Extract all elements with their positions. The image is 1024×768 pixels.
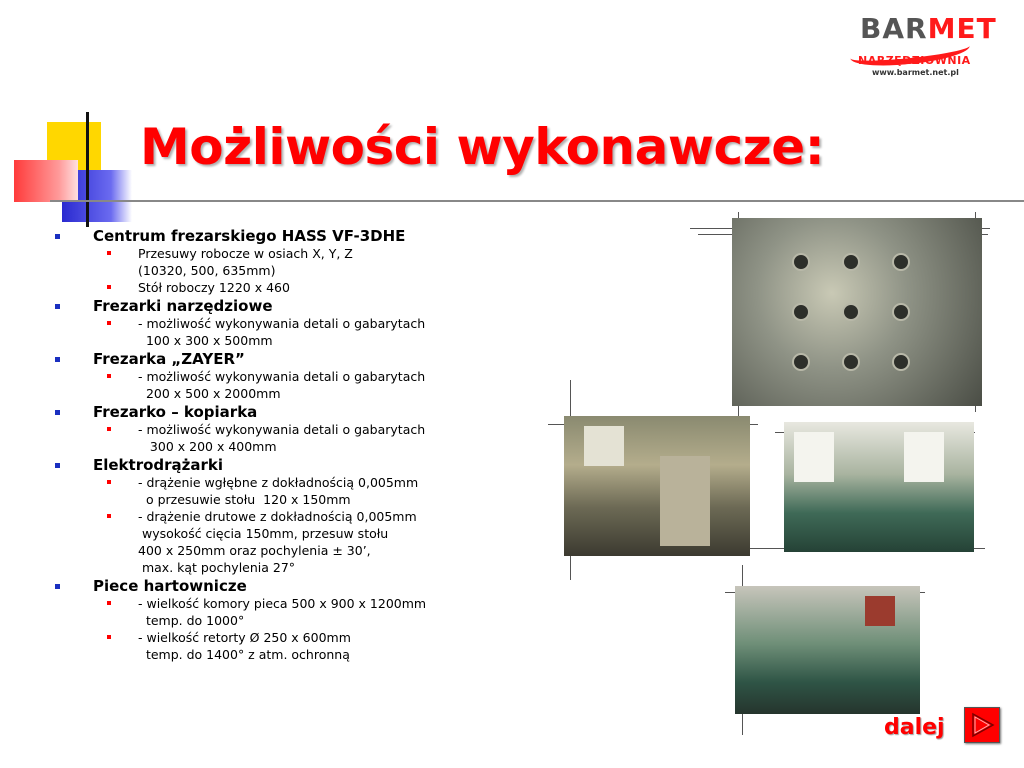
capabilities-list [55, 226, 455, 663]
section-item [55, 474, 455, 508]
section-heading: Piece hartownicze [55, 577, 455, 595]
item-line: 100 x 300 x 500mm [138, 333, 273, 348]
item-line: o przesuwie stołu 120 x 150mm [138, 492, 351, 507]
barmet-logo [850, 10, 1010, 86]
title-underline [50, 200, 1024, 202]
section-heading: Frezarki narzędziowe [55, 297, 455, 315]
red-bullet [107, 635, 111, 639]
item-line: - drążenie drutowe z dokładnością 0,005mm [138, 509, 417, 524]
next-link[interactable]: dalej [884, 715, 945, 740]
item-line: (10320, 500, 635mm) [138, 263, 276, 278]
item-line: - możliwość wykonywania detali o gabarytach [138, 422, 426, 437]
section-item [55, 245, 455, 279]
section-item [55, 279, 455, 296]
red-bullet [107, 251, 111, 255]
decor-red-square [14, 160, 78, 202]
workshop-photo-3 [735, 586, 920, 714]
logo-brand: BARMET [860, 12, 997, 45]
red-bullet [107, 374, 111, 378]
mold-plate-photo [732, 218, 982, 406]
red-bullet [107, 601, 111, 605]
workshop-photo-2 [784, 422, 974, 552]
item-line: - drążenie wgłębne z dokładnością 0,005mm [138, 475, 419, 490]
item-line: 200 x 500 x 2000mm [138, 386, 281, 401]
section-item [55, 421, 455, 455]
section-item [55, 508, 455, 576]
item-line: - wielkość komory pieca 500 x 900 x 1200mm [138, 596, 427, 611]
section-heading: Elektrodrążarki [55, 456, 455, 474]
next-arrow-button[interactable] [964, 707, 1000, 743]
section-item [55, 315, 455, 349]
slide-title: Możliwości wykonawcze: [140, 118, 825, 176]
play-arrow-icon [965, 708, 999, 742]
logo-url: www.barmet.net.pl [872, 68, 959, 77]
decor-vertical-line [86, 112, 89, 227]
red-bullet [107, 321, 111, 325]
item-line: temp. do 1400° z atm. ochronną [138, 647, 350, 662]
item-line: wysokość cięcia 150mm, przesuw stołu [138, 526, 389, 541]
item-line: max. kąt pochylenia 27° [138, 560, 296, 575]
red-bullet [107, 285, 111, 289]
item-line: Przesuwy robocze w osiach X, Y, Z [138, 246, 353, 261]
logo-subtitle: NARZĘDZIOWNIA [858, 54, 971, 67]
workshop-photo-1 [564, 416, 750, 556]
red-bullet [107, 514, 111, 518]
red-bullet [107, 480, 111, 484]
item-line: - wielkość retorty Ø 250 x 600mm [138, 630, 351, 645]
section-item [55, 629, 455, 663]
section-heading: Frezarka „ZAYER” [55, 350, 455, 368]
item-line: 300 x 200 x 400mm [138, 439, 277, 454]
item-line: 400 x 250mm oraz pochylenia ± 30’, [138, 543, 371, 558]
section-item [55, 595, 455, 629]
section-item [55, 368, 455, 402]
item-line: temp. do 1000° [138, 613, 245, 628]
item-line: Stół roboczy 1220 x 460 [138, 280, 290, 295]
section-heading: Centrum frezarskiego HASS VF-3DHE [55, 227, 455, 245]
item-line: - możliwość wykonywania detali o gabarytach [138, 316, 426, 331]
item-line: - możliwość wykonywania detali o gabarytach [138, 369, 426, 384]
section-heading: Frezarko – kopiarka [55, 403, 455, 421]
red-bullet [107, 427, 111, 431]
